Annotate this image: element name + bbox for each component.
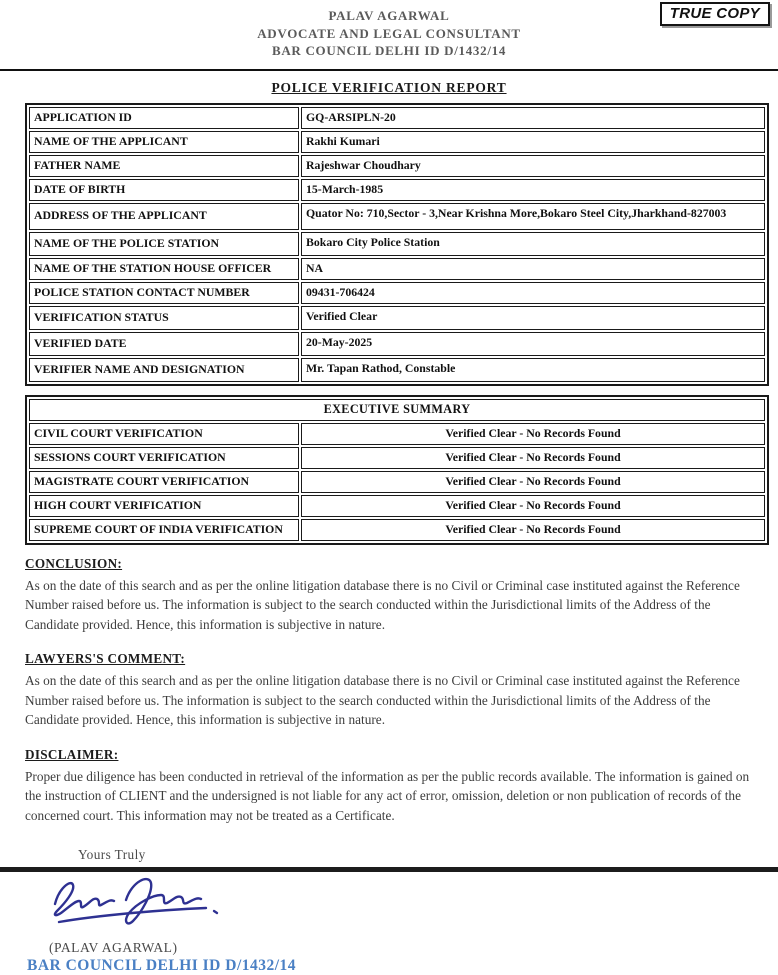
table-row — [29, 232, 765, 256]
verification-result: Verified Clear - No Records Found — [301, 471, 765, 493]
table-row — [29, 282, 765, 304]
table-row — [29, 258, 765, 280]
bar-council-id: BAR COUNCIL DELHI ID D/1432/14 — [27, 957, 297, 974]
true-copy-stamp: TRUE COPY — [660, 2, 770, 26]
field-value: Verified Clear — [301, 306, 765, 330]
field-value: 09431-706424 — [301, 282, 765, 304]
table-row — [29, 332, 765, 356]
field-label: VERIFICATION STATUS — [29, 306, 299, 330]
field-label: DATE OF BIRTH — [29, 179, 299, 201]
conclusion-heading: CONCLUSION: — [25, 555, 123, 571]
field-value: Rakhi Kumari — [301, 131, 765, 153]
verification-result: Verified Clear - No Records Found — [301, 495, 765, 517]
table-row — [29, 107, 765, 129]
lawyers-comment-text: As on the date of this search and as per the online litigation database there is no Civil or Criminal case instituted against the Reference Number raised before us. The information is subject to the search conducted within the Jurisdictional limits of the Address of the Candidate provided. Hence, this information is subjective in nature. — [25, 673, 740, 727]
bottom-border-bar — [0, 867, 778, 872]
disclaimer-text: Proper due diligence has been conducted in retrieval of the information as per the public records available. The information is gained on the instruction of CLIENT and the undersigned is not liable for any act of error, omission, deletion or non publication of records of the concerned court. This information may not be treated as a Certificate. — [25, 768, 750, 823]
executive-summary-title: EXECUTIVE SUMMARY — [29, 399, 765, 421]
verification-label: HIGH COURT VERIFICATION — [29, 495, 299, 517]
field-label: NAME OF THE POLICE STATION — [29, 232, 299, 256]
field-value: GQ-ARSIPLN-20 — [301, 107, 765, 129]
letterhead-bar-id: BAR COUNCIL DELHI ID D/1432/14 — [271, 43, 507, 58]
table-row — [29, 203, 765, 230]
field-label: POLICE STATION CONTACT NUMBER — [29, 282, 299, 304]
field-value: 15-March-1985 — [301, 179, 765, 201]
applicant-details-table — [25, 103, 769, 386]
conclusion-text: As on the date of this search and as per the online litigation database there is no Civil or Criminal case instituted against the Reference Number raised before us. The information is subject to the search conducted within the Jurisdictional limits of the Address of the Candidate provided. Hence, this information is subjective in nature. — [25, 577, 740, 632]
executive-summary-table — [25, 395, 769, 545]
table-row — [29, 306, 765, 330]
field-label: VERIFIED DATE — [29, 332, 299, 356]
verification-result: Verified Clear - No Records Found — [301, 447, 765, 469]
field-value: 20-May-2025 — [301, 332, 765, 356]
verification-label: CIVIL COURT VERIFICATION — [29, 423, 299, 445]
table-header-row — [29, 399, 765, 421]
field-value: Mr. Tapan Rathod, Constable — [301, 358, 765, 382]
field-label: VERIFIER NAME AND DESIGNATION — [29, 358, 299, 382]
field-label: FATHER NAME — [29, 155, 299, 177]
table-row — [29, 131, 765, 153]
field-value: Rajeshwar Choudhary — [301, 155, 765, 177]
field-label: APPLICATION ID — [29, 107, 299, 129]
table-row — [29, 358, 765, 382]
verification-label: MAGISTRATE COURT VERIFICATION — [29, 471, 299, 493]
header-divider — [0, 69, 778, 71]
table-row — [29, 495, 765, 517]
field-value: NA — [301, 258, 765, 280]
table-row — [29, 179, 765, 201]
field-label: NAME OF THE APPLICANT — [29, 131, 299, 153]
signature-icon — [48, 872, 228, 934]
page-title: POLICE VERIFICATION REPORT — [271, 79, 507, 95]
letterhead-name: PALAV AGARWAL — [328, 8, 450, 23]
field-value: Bokaro City Police Station — [301, 232, 765, 256]
letterhead-profession: ADVOCATE AND LEGAL CONSULTANT — [257, 25, 521, 41]
verification-label: SUPREME COURT OF INDIA VERIFICATION — [29, 519, 299, 541]
table-row — [29, 155, 765, 177]
closing-salutation: Yours Truly — [78, 847, 146, 862]
signatory-name: (PALAV AGARWAL) — [49, 940, 178, 955]
field-label: ADDRESS OF THE APPLICANT — [29, 203, 299, 230]
field-label: NAME OF THE STATION HOUSE OFFICER — [29, 258, 299, 280]
table-row — [29, 471, 765, 493]
verification-result: Verified Clear - No Records Found — [301, 519, 765, 541]
table-row — [29, 519, 765, 541]
table-row — [29, 447, 765, 469]
disclaimer-heading: DISCLAIMER: — [25, 746, 119, 762]
lawyers-comment-heading: LAWYERS'S COMMENT: — [25, 651, 186, 666]
field-value: Quator No: 710,Sector - 3,Near Krishna More,Bokaro Steel City,Jharkhand-827003 — [301, 203, 765, 230]
table-row — [29, 423, 765, 445]
verification-label: SESSIONS COURT VERIFICATION — [29, 447, 299, 469]
verification-result: Verified Clear - No Records Found — [301, 423, 765, 445]
